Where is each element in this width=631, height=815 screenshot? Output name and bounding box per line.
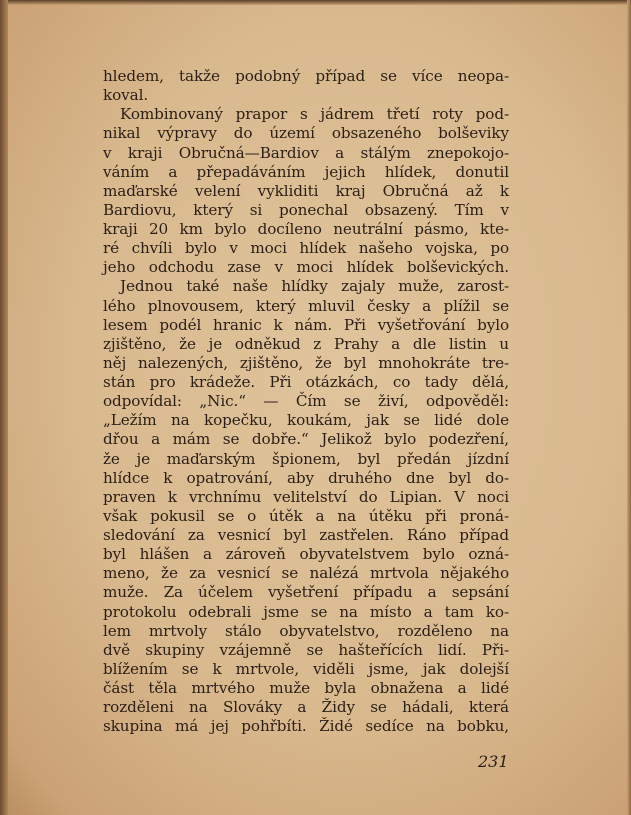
text-line: však pokusil se o útěk a na útěku při proná- <box>103 506 509 525</box>
page-edge-left <box>0 0 8 815</box>
text-line: hlídce k opatrování, aby druhého dne byl do- <box>103 468 509 487</box>
text-line: že je maďarským špionem, byl předán jízdní <box>103 449 509 468</box>
text-line: lého plnovousem, který mluvil česky a plížil se <box>103 296 509 315</box>
text-line: Bardiovu, který si ponechal obsazený. Tím v <box>103 200 509 219</box>
text-line: meno, že za vesnicí se nalézá mrtvola nějakého <box>103 564 509 583</box>
text-line: odpovídal: „Nic.“ — Čím se živí, odpověděl: <box>103 392 509 411</box>
text-line: ré chvíli bylo v moci hlídek našeho vojska, po <box>103 239 509 258</box>
text-line: skupina má jej pohřbíti. Židé sedíce na bobku, <box>103 717 509 736</box>
page-body-text <box>103 67 509 736</box>
text-line: protokolu odebrali jsme se na místo a tam ko- <box>103 602 509 621</box>
text-line: stán pro krádeže. Při otázkách, co tady dělá, <box>103 373 509 391</box>
text-line: maďarské velení vykliditi kraj Obručná až k <box>103 181 509 200</box>
text-line: rozděleni na Slováky a Židy se hádali, která <box>103 698 509 717</box>
text-line: zjištěno, že je odněkud z Prahy a dle listin u <box>103 334 509 353</box>
text-line: jeho odchodu zase v moci hlídek bolševických. <box>103 258 509 277</box>
text-line: koval. <box>103 86 149 105</box>
text-line: v kraji Obručná—Bardiov a stálým znepokojo- <box>103 143 509 162</box>
text-line: blížením se k mrtvole, viděli jsme, jak dolejší <box>103 659 509 678</box>
text-line: něj nalezených, zjištěno, že byl mnohokráte tre- <box>103 353 509 372</box>
text-line: sledování za vesnicí byl zastřelen. Ráno případ <box>103 526 509 544</box>
text-line: lesem podél hranic k nám. Při vyšetřování bylo <box>103 315 509 334</box>
text-line: nikal výpravy do území obsazeného bolševiky <box>103 124 509 143</box>
text-line: byl hlášen a zároveň obyvatelstvem bylo ozná- <box>103 545 509 564</box>
page-number: 231 <box>478 752 509 771</box>
text-line: část těla mrtvého muže byla obnažena a lidé <box>103 679 509 697</box>
page-edge-top <box>0 0 631 5</box>
text-line: muže. Za účelem vyšetření případu a sepsání <box>103 583 509 602</box>
text-line: dřou a mám se dobře.“ Jelikož bylo podezření, <box>103 430 509 449</box>
text-line: kraji 20 km bylo docíleno neutrální pásmo, kte- <box>103 220 509 238</box>
page-edge-right <box>627 0 631 815</box>
text-line: praven k vrchnímu velitelství do Lipian. V noci <box>103 487 509 506</box>
text-line: hledem, takže podobný případ se více neopa- <box>103 67 509 85</box>
text-line: „Ležím na kopečku, koukám, jak se lidé dole <box>103 411 509 430</box>
text-line: lem mrtvoly stálo obyvatelstvo, rozděleno na <box>103 621 509 640</box>
text-line: Kombinovaný prapor s jádrem třetí roty pod- <box>120 105 509 124</box>
text-line: váním a přepadáváním jejich hlídek, donutil <box>103 162 509 181</box>
text-line: Jednou také naše hlídky zajaly muže, zarost- <box>120 277 509 296</box>
text-line: dvě skupiny vzájemně se hašteřících lidí. Při- <box>103 640 509 659</box>
